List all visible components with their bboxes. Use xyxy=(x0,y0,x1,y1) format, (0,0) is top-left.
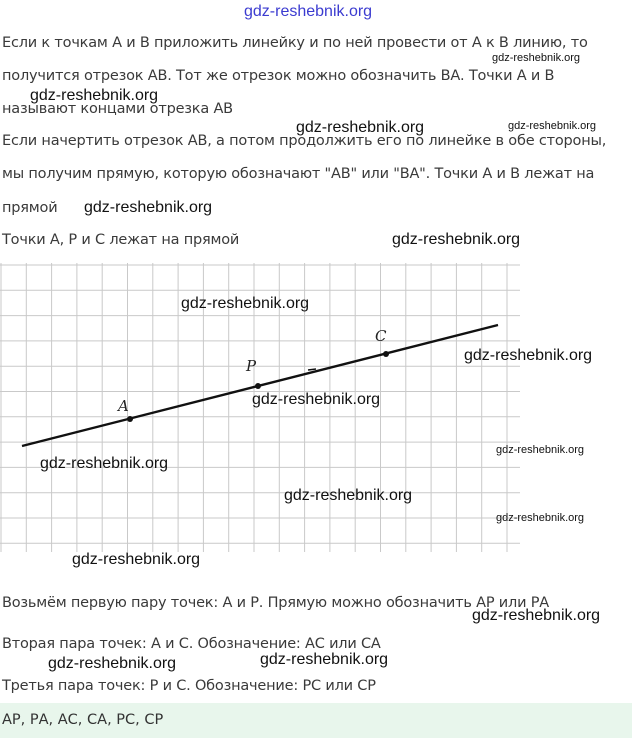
paragraph-3: Точки А, Р и С лежат на прямой xyxy=(2,232,240,248)
tick-mark xyxy=(308,369,316,370)
watermark: gdz-reshebnik.org xyxy=(252,391,381,408)
watermark: gdz-reshebnik.org xyxy=(464,347,593,364)
point-a-label: A xyxy=(118,397,129,415)
watermark-top: gdz-reshebnik.org xyxy=(244,3,373,20)
watermark: gdz-reshebnik.org xyxy=(296,119,425,136)
point-p xyxy=(255,383,261,389)
watermark: gdz-reshebnik.org xyxy=(508,120,597,132)
watermark: gdz-reshebnik.org xyxy=(260,651,389,668)
paragraph-1-line-2: получится отрезок АВ. Тот же отрезок можно обозначить ВА. Точки А и В xyxy=(2,68,555,84)
paragraph-2-line-2: мы получим прямую, которую обозначают "АВ" или "ВА". Точки А и В лежат на xyxy=(2,166,595,182)
watermark: gdz-reshebnik.org xyxy=(492,52,581,64)
answer-text: АР, РА, АС, СА, РС, СР xyxy=(2,712,164,728)
point-p-label: P xyxy=(246,357,257,375)
paragraph-1-line-1: Если к точкам А и В приложить линейку и по ней провести от А к В линию, то xyxy=(2,35,588,51)
watermark: gdz-reshebnik.org xyxy=(392,231,521,248)
paragraph-2-line-1: Если начертить отрезок АВ, а потом продолжить его по линейке в обе стороны, xyxy=(2,133,607,149)
watermark: gdz-reshebnik.org xyxy=(472,607,601,624)
watermark: gdz-reshebnik.org xyxy=(40,455,169,472)
watermark: gdz-reshebnik.org xyxy=(30,87,159,104)
paragraph-4: Возьмём первую пару точек: А и Р. Прямую можно обозначить АР или РА xyxy=(2,595,549,611)
watermark: gdz-reshebnik.org xyxy=(48,655,177,672)
paragraph-1-line-3: называют концами отрезка АВ xyxy=(2,101,233,117)
watermark: gdz-reshebnik.org xyxy=(181,295,310,312)
watermark: gdz-reshebnik.org xyxy=(72,551,201,568)
paragraph-5: Вторая пара точек: А и С. Обозначение: АС или СА xyxy=(2,636,381,652)
point-c-label: C xyxy=(375,327,387,345)
paragraph-2-line-3: прямой xyxy=(2,200,58,216)
watermark: gdz-reshebnik.org xyxy=(84,199,213,216)
point-c xyxy=(383,351,389,357)
watermark: gdz-reshebnik.org xyxy=(496,512,585,524)
paragraph-6: Третья пара точек: Р и С. Обозначение: РС или СР xyxy=(2,678,376,694)
answer-box xyxy=(0,703,632,738)
point-a xyxy=(127,416,133,422)
watermark: gdz-reshebnik.org xyxy=(496,444,585,456)
watermark: gdz-reshebnik.org xyxy=(284,487,413,504)
